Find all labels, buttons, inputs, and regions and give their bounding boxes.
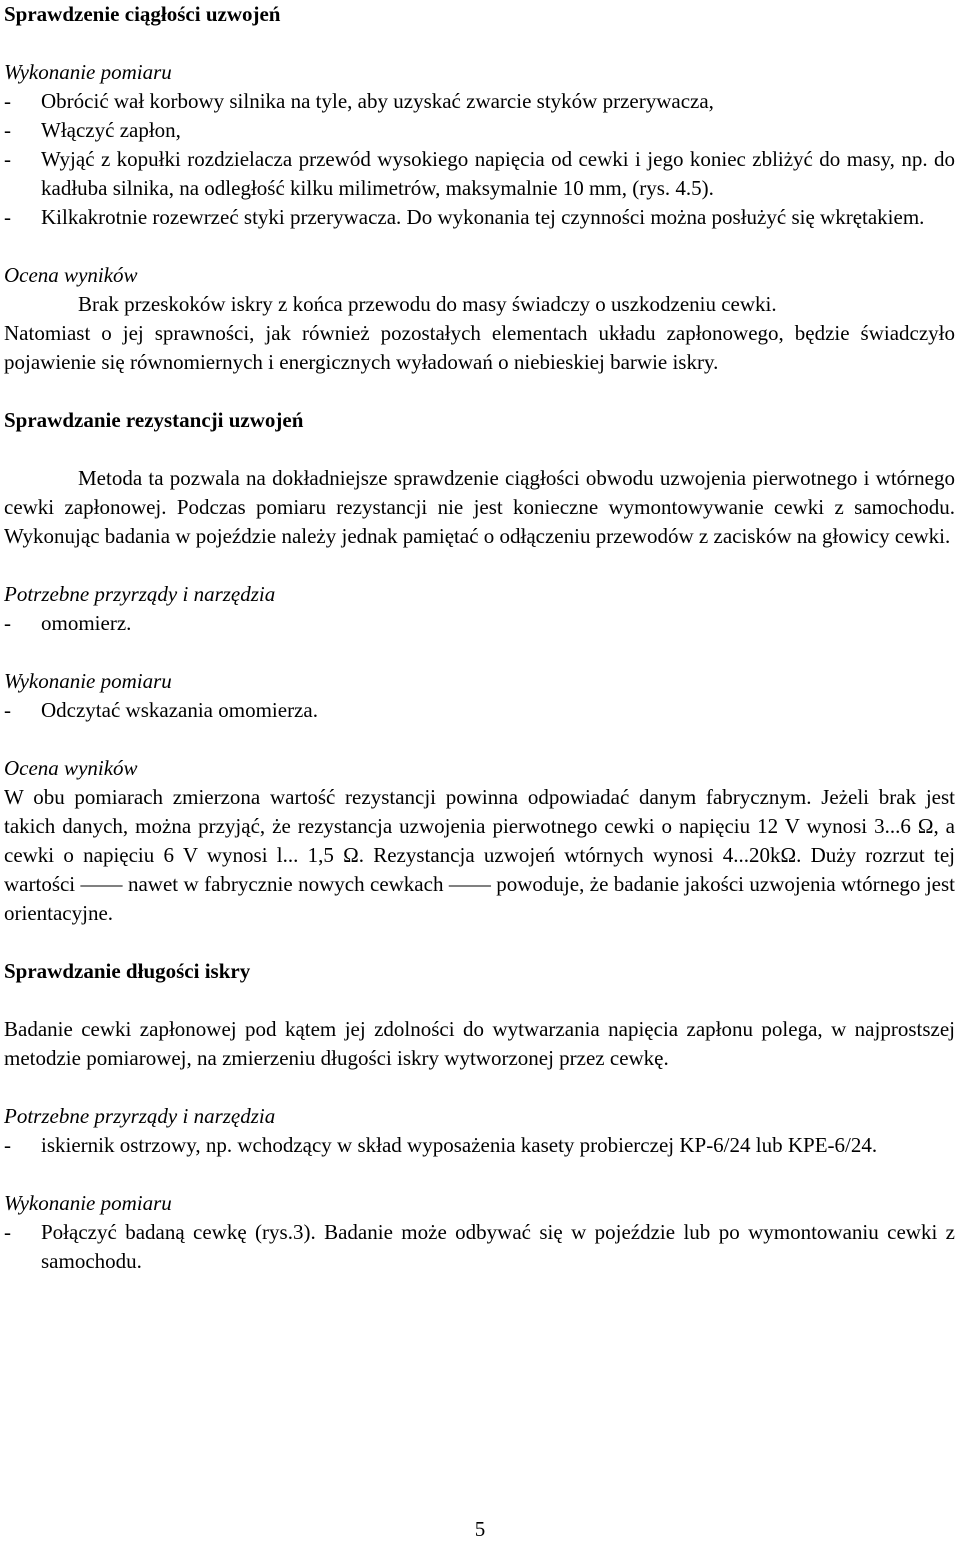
paragraph: W obu pomiarach zmierzona wartość rezystancji powinna odpowiadać danym fabrycznym. Jeżeli brak jest takich danych, można przyjąć, że rezystancja uzwojenia pierwotnego cewki o napięciu 12 V wynosi 3...6 Ω, a cewki o napięciu 6 V wynosi l... 1,5 Ω. Rezystancja uzwojeń wtórnych wynosi 4...20kΩ. Duży rozrzut tej wartości —— nawet w fabrycznie nowych cewkach —— powoduje, że badanie jakości uzwojenia wtórnego jest orientacyjne. (4, 785, 955, 925)
list-item: - Wyjąć z kopułki rozdzielacza przewód wysokiego napięcia od cewki i jego koniec zbliżyć do masy, np. do kadłuba silnika, na odległość kilku milimetrów, maksymalnie 10 mm, (rys. 4.5). (4, 145, 955, 203)
subheading-ocena-wynikow: Ocena wyników (4, 263, 138, 287)
list-item: - Obrócić wał korbowy silnika na tyle, aby uzyskać zwarcie styków przerywacza, (4, 87, 955, 116)
list-item: - omomierz. (4, 609, 955, 638)
subheading-wykonanie-pomiaru: Wykonanie pomiaru (4, 669, 172, 693)
steps-list (4, 696, 955, 725)
section-title-rezystancja: Sprawdzanie rezystancji uzwojeń (4, 408, 304, 432)
subheading-ocena-wynikow: Ocena wyników (4, 756, 138, 780)
paragraph: Badanie cewki zapłonowej pod kątem jej zdolności do wytwarzania napięcia zapłonu polega, w najprostszej metodzie pomiarowej, na zmierzeniu długości iskry wytworzonej przez cewkę. (4, 1017, 955, 1070)
list-item: - iskiernik ostrzowy, np. wchodzący w skład wyposażenia kasety probierczej KP-6/24 lub KPE-6/24. (4, 1131, 955, 1160)
list-item: - Odczytać wskazania omomierza. (4, 696, 955, 725)
tools-list (4, 1131, 955, 1160)
list-item: - Połączyć badaną cewkę (rys.3). Badanie może odbywać się w pojeździe lub po wymontowaniu cewki z samochodu. (4, 1218, 955, 1276)
paragraph: Brak przeskoków iskry z końca przewodu do masy świadczy o uszkodzeniu cewki. (78, 292, 777, 316)
steps-list (4, 1218, 955, 1276)
subheading-wykonanie-pomiaru: Wykonanie pomiaru (4, 1191, 172, 1215)
section-title-dlugosc-iskry: Sprawdzanie długości iskry (4, 959, 251, 983)
page-number: 5 (474, 1517, 486, 1541)
list-item: - Włączyć zapłon, (4, 116, 955, 145)
steps-list (4, 87, 955, 232)
subheading-przyrzady: Potrzebne przyrządy i narzędzia (4, 1104, 276, 1128)
subheading-przyrzady: Potrzebne przyrządy i narzędzia (4, 582, 276, 606)
list-item: - Kilkakrotnie rozewrzeć styki przerywacza. Do wykonania tej czynności można posłużyć się wkrętakiem. (4, 203, 955, 232)
paragraph: Natomiast o jej sprawności, jak również pozostałych elementach układu zapłonowego, będzie świadczyło pojawienie się równomiernych i energicznych wyładowań o niebieskiej barwie iskry. (4, 321, 955, 374)
section-title-ciaglosc: Sprawdzenie ciągłości uzwojeń (4, 2, 281, 26)
document-page (4, 0, 955, 1276)
tools-list (4, 609, 955, 638)
paragraph: Metoda ta pozwala na dokładniejsze sprawdzenie ciągłości obwodu uzwojenia pierwotnego i wtórnego cewki zapłonowej. Podczas pomiaru rezystancji nie jest konieczne wymontowywanie cewki z samochodu. Wykonując badania w pojeździe należy jednak pamiętać o odłączeniu przewodów z zacisków na głowicy cewki. (4, 466, 955, 548)
subheading-wykonanie-pomiaru: Wykonanie pomiaru (4, 60, 172, 84)
